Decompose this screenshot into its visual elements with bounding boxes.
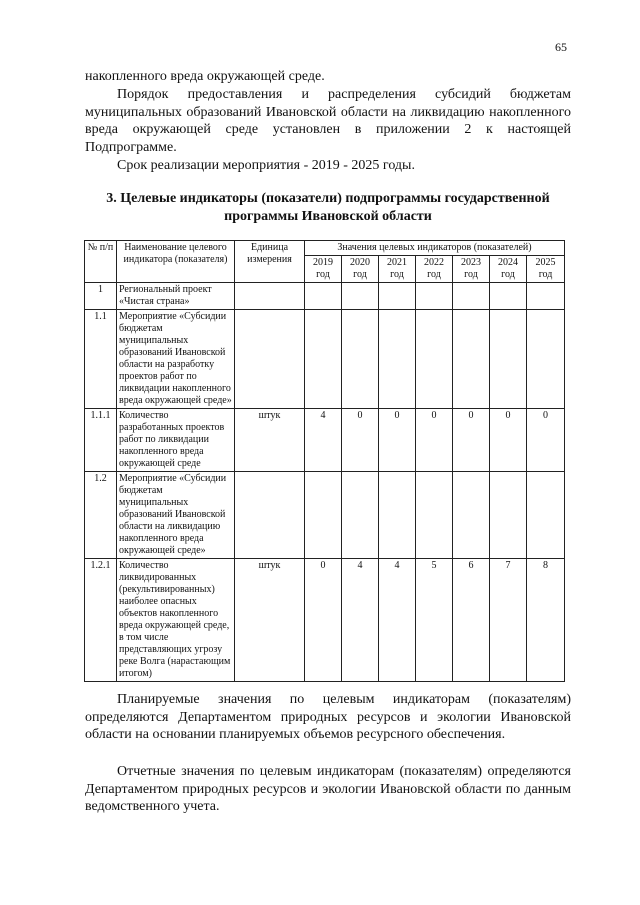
row-value [342,283,379,310]
table-row [85,310,565,409]
row-unit [235,472,305,559]
row-value: 0 [453,409,490,472]
row-indicator-name: Мероприятие «Субсидии бюджетам муниципальных образований Ивановской области на ликвидацию накопленного вреда окружающей среде» [117,472,235,559]
row-unit [235,283,305,310]
row-indicator-name: Мероприятие «Субсидии бюджетам муниципальных образований Ивановской области на разработку проектов работ по ликвидации накопленного вреда окружающей среде» [117,310,235,409]
row-value [416,310,453,409]
row-value [379,283,416,310]
paragraph-reported: Отчетные значения по целевым индикаторам (показателям) определяются Департаментом природных ресурсов и экологии Ивановской области по данным ведомственного учета. [85,764,571,814]
row-value [416,472,453,559]
row-number: 1.1 [85,310,117,409]
row-value: 4 [379,559,416,682]
header-year: 2021 год [379,256,416,283]
header-name: Наименование целевого индикатора (показателя) [117,241,235,283]
row-indicator-name: Количество ликвидированных (рекультивированных) наиболее опасных объектов накопленного вреда окружающей среде, в том числе представляющих угрозу реке Волга (нарастающим итогом) [117,559,235,682]
header-values: Значения целевых индикаторов (показателей) [305,241,565,256]
header-year: 2019 год [305,256,342,283]
page-number: 65 [555,40,567,54]
row-value [453,310,490,409]
section-title: 3. Целевые индикаторы (показатели) подпрограммы государственной программы Ивановской области [106,191,550,224]
row-value: 0 [490,409,527,472]
row-value: 7 [490,559,527,682]
row-value: 8 [527,559,565,682]
row-value [453,283,490,310]
row-indicator-name: Количество разработанных проектов работ по ликвидации накопленного вреда окружающей среде [117,409,235,472]
row-indicator-name: Региональный проект «Чистая страна» [117,283,235,310]
row-value [527,472,565,559]
row-value: 0 [416,409,453,472]
row-value: 6 [453,559,490,682]
paragraph-procedure: Порядок предоставления и распределения субсидий бюджетам муниципальных образований Ивановской области на ликвидацию накопленного вреда окружающей среде установлен в приложении 2 к настоящей Подпрограмме. [85,87,571,155]
table-row [85,472,565,559]
row-number: 1.1.1 [85,409,117,472]
row-value [305,472,342,559]
row-value [490,472,527,559]
row-value [305,283,342,310]
row-number: 1.2.1 [85,559,117,682]
row-value: 0 [305,559,342,682]
header-unit: Единица измерения [235,241,305,283]
row-value: 5 [416,559,453,682]
intro-line: накопленного вреда окружающей среде. [85,69,325,84]
row-value: 0 [342,409,379,472]
row-value: 4 [305,409,342,472]
row-number: 1 [85,283,117,310]
row-value [453,472,490,559]
header-num: № п/п [85,241,117,283]
paragraph-planned: Планируемые значения по целевым индикаторам (показателям) определяются Департаментом природных ресурсов и экологии Ивановской области на основании планируемых объемов ресурсного обеспечения. [85,692,571,742]
header-year: 2025 год [527,256,565,283]
row-unit [235,310,305,409]
table-row [85,559,565,682]
row-value [527,283,565,310]
row-value: 0 [379,409,416,472]
row-value [379,310,416,409]
row-value [416,283,453,310]
row-value [527,310,565,409]
header-year: 2022 год [416,256,453,283]
row-value [342,310,379,409]
indicators-table [84,240,565,682]
row-unit: штук [235,409,305,472]
table-row [85,409,565,472]
header-year: 2020 год [342,256,379,283]
row-unit: штук [235,559,305,682]
row-value: 4 [342,559,379,682]
table-row [85,283,565,310]
row-value [490,310,527,409]
paragraph-period: Срок реализации мероприятия - 2019 - 2025 годы. [117,158,415,173]
row-value [342,472,379,559]
header-year: 2023 год [453,256,490,283]
row-value [305,310,342,409]
row-value [490,283,527,310]
row-value [379,472,416,559]
row-value: 0 [527,409,565,472]
row-number: 1.2 [85,472,117,559]
header-year: 2024 год [490,256,527,283]
